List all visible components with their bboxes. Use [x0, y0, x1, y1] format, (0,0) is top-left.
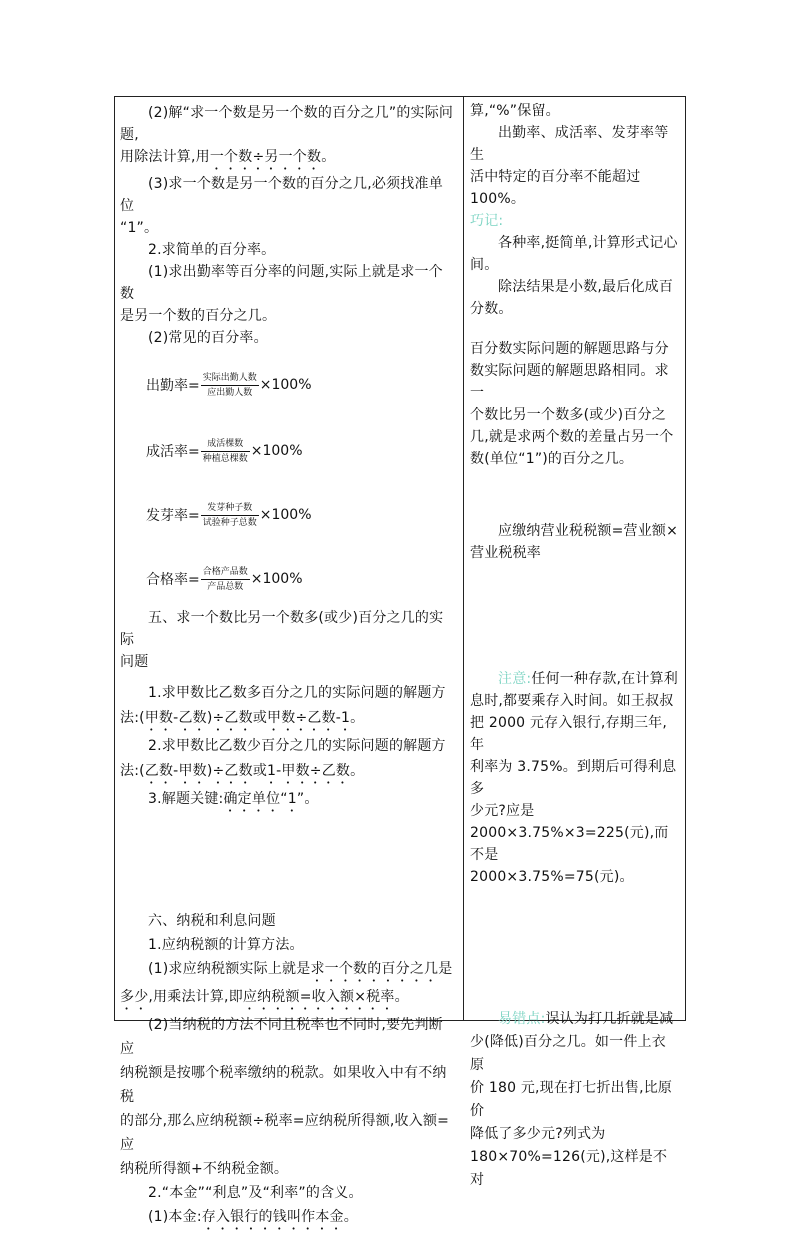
text-line	[120, 957, 456, 985]
note-line	[470, 1008, 680, 1031]
text-span: 必须找准单位	[120, 176, 443, 214]
text-line: (2)解“求一个数是另一个数的百分之几”的实际问题,	[120, 105, 454, 143]
note-line: 价 180 元,现在打七折出售,比原价	[470, 1080, 673, 1119]
text-span: 。	[321, 149, 336, 165]
fraction-numerator: 合格产品数	[202, 566, 248, 577]
text-span: 。	[343, 1209, 358, 1225]
note-line: 分数。	[470, 301, 513, 317]
text-span: 。	[304, 791, 319, 807]
formula-label: 合格率=	[146, 572, 200, 588]
note-line: 除法结果是小数,最后化成百	[498, 279, 674, 295]
text-line: (2)常见的百分率。	[148, 330, 268, 346]
formula-label: 成活率=	[146, 444, 200, 460]
note-line: 2000×3.75%×3=225(元),而不是	[470, 825, 669, 863]
fraction	[201, 566, 250, 593]
fraction-denominator: 试验种子总数	[202, 517, 257, 528]
emphasis-text: 应纳税额=收入额×税率	[242, 989, 395, 1005]
formula-label: 出勤率=	[146, 378, 200, 394]
note-line: 间。	[470, 257, 499, 273]
emphasis-text: 确定单位“1”	[223, 791, 305, 807]
text-line: 2.求简单的百分率。	[148, 242, 276, 258]
note-line: 营业税税率	[470, 545, 541, 561]
text-line: 2.“本金”“利息”及“利率”的含义。	[148, 1185, 363, 1201]
text-span: 误认为打几折就是减	[545, 1011, 674, 1027]
fraction	[201, 438, 250, 465]
text-span: 是	[438, 961, 453, 977]
note-line: 个数比另一个数多(或少)百分之	[470, 407, 666, 423]
fraction-bar	[201, 515, 259, 516]
text-line: 1.应纳税额的计算方法。	[148, 937, 304, 953]
formula-tail: ×100%	[259, 377, 312, 393]
note-line: 少元?应是	[470, 803, 535, 819]
text-line: (1)求出勤率等百分率的问题,实际上就是求一个数	[120, 264, 443, 302]
text-span: 法:	[120, 763, 140, 779]
note-line: 各种率,挺简单,计算形式记心	[498, 235, 678, 251]
formula-qualified	[146, 561, 456, 597]
fraction-denominator: 应出勤人数	[207, 387, 253, 398]
text-span: (1)本金:	[148, 1209, 202, 1225]
fraction-bar	[201, 451, 250, 452]
text-span: 。	[350, 763, 365, 779]
note-line: 少(降低)百分之几。如一件上衣原	[470, 1034, 666, 1073]
fraction-numerator: 实际出勤人数	[202, 372, 257, 383]
formula-tail: ×100%	[250, 571, 303, 587]
text-span: 3.解题关键:	[148, 791, 224, 807]
emphasis-text: 多少	[120, 989, 149, 1005]
formula-survival	[146, 433, 456, 469]
note-line: 把 2000 元存入银行,存期三年,年	[470, 715, 668, 753]
fraction-numerator: 发芽种子数	[207, 502, 253, 513]
emphasis-text: 1-甲数÷乙数	[267, 763, 351, 779]
note-line: 算,“%”保留。	[470, 103, 560, 119]
note-line: 2000×3.75%=75(元)。	[470, 869, 634, 885]
note-line: 百分数实际问题的解题思路与分	[470, 341, 669, 357]
tip-label: 巧记:	[470, 213, 504, 229]
note-line	[470, 668, 680, 690]
formula-germination	[146, 497, 456, 533]
text-line	[120, 173, 456, 217]
formula-tail: ×100%	[259, 507, 312, 523]
note-line: 数实际问题的解题思路相同。求一	[470, 363, 669, 401]
formula-tail: ×100%	[250, 443, 303, 459]
fraction	[201, 372, 259, 399]
section-title: 五、求一个数比另一个数多(或少)百分之几的实际	[120, 610, 444, 648]
note-label: 注意:	[498, 671, 532, 687]
note-line: 出勤率、成活率、发芽率等生	[470, 125, 669, 163]
text-line	[120, 985, 456, 1013]
text-line	[120, 146, 456, 173]
note-line: 应缴纳营业税税额=营业额×	[498, 523, 679, 539]
note-line: 降低了多少元?列式为	[470, 1126, 606, 1142]
emphasis-text: 求一个数的百分之几	[310, 961, 439, 977]
text-line: 纳税所得额+不纳税金额。	[120, 1161, 289, 1177]
error-label: 易错点:	[498, 1011, 546, 1027]
text-line	[120, 1205, 456, 1233]
text-span: 法:	[120, 710, 140, 726]
fraction-numerator: 成活棵数	[207, 438, 244, 449]
note-line: 活中特定的百分率不能超过	[470, 169, 641, 185]
fraction-denominator: 产品总数	[207, 581, 244, 592]
text-span: 或	[252, 763, 268, 779]
text-span: 。	[394, 989, 409, 1005]
emphasis-text: 甲数÷乙数-1	[267, 710, 351, 726]
text-span: (1)求应纳税额实际上就是	[148, 961, 311, 977]
column-divider	[463, 96, 464, 1021]
fraction-denominator: 种植总棵数	[202, 453, 248, 464]
text-line	[120, 706, 456, 734]
note-line: 息时,都要乘存入时间。如王叔叔	[470, 693, 674, 709]
text-line: 纳税额是按哪个税率缴纳的税款。如果收入中有不纳税	[120, 1065, 447, 1105]
section-title: 问题	[120, 654, 149, 670]
text-line: 的部分,那么应纳税额÷税率=应纳税所得额,收入额=应	[120, 1113, 450, 1153]
text-line: 1.求甲数比乙数多百分之几的实际问题的解题方	[148, 685, 446, 701]
fraction-bar	[201, 385, 259, 386]
text-line: 2.求甲数比乙数少百分之几的实际问题的解题方	[148, 738, 446, 754]
note-line: 几,就是求两个数的差量占另一个	[470, 429, 674, 445]
text-span: ,用乘法计算,即	[148, 989, 243, 1005]
text-line: (2)当纳税的方法不同且税率也不同时,要先判断应	[120, 1017, 443, 1057]
text-line: 是另一个数的百分之几。	[120, 308, 277, 324]
text-span: 任何一种存款,在计算利	[531, 671, 678, 687]
text-span: 。	[350, 710, 365, 726]
note-line: 100%。	[470, 191, 526, 207]
formula-label: 发芽率=	[146, 508, 200, 524]
emphasis-text: (甲数-乙数)÷乙数	[139, 710, 253, 726]
right-column	[470, 98, 680, 1192]
text-line	[120, 787, 456, 815]
section-title: 六、纳税和利息问题	[148, 913, 276, 929]
fraction	[201, 502, 259, 529]
emphasis-text: 存入银行的钱叫作本金	[201, 1209, 344, 1225]
text-span: (3)求一个数是另一个数的百分之几,	[148, 176, 372, 192]
emphasis-text: (乙数-甲数)÷乙数	[139, 763, 253, 779]
text-line: “1”。	[120, 220, 159, 236]
note-line: 数(单位“1”)的百分之几。	[470, 451, 634, 467]
text-span: 或	[252, 710, 268, 726]
left-column	[120, 98, 456, 1233]
note-line: 利率为 3.75%。到期后可得利息多	[470, 759, 677, 797]
text-span: 用除法计算,用	[120, 149, 210, 165]
emphasis-text: 一个数÷另一个数	[209, 149, 322, 165]
fraction-bar	[201, 579, 250, 580]
note-line: 180×70%=126(元),这样是不对	[470, 1149, 668, 1188]
formula-attendance	[146, 367, 456, 403]
text-line	[120, 759, 456, 787]
